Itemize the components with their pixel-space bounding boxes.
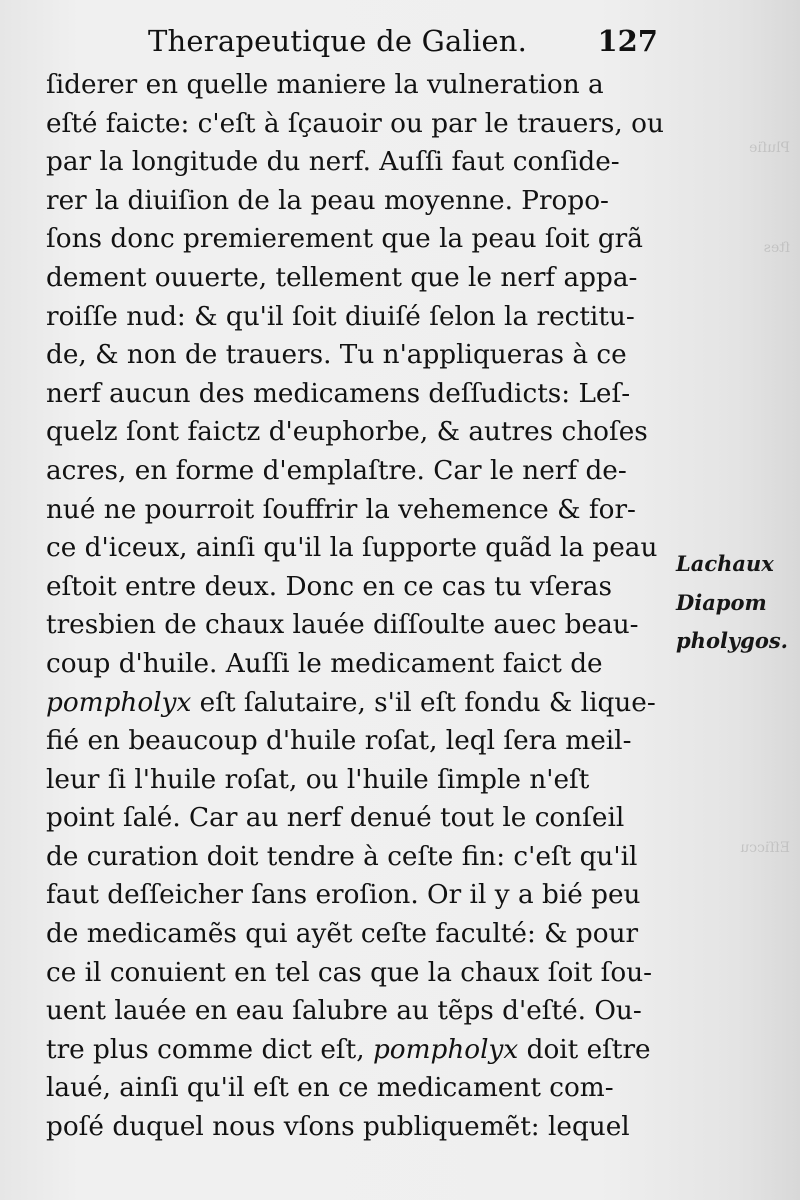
margin-note: Lachaux: [676, 551, 774, 576]
text-line: tresbien de chaux lauée diſſoulte auec beau-: [46, 610, 639, 641]
margin-notes: [676, 545, 794, 661]
text-line: roiſſe nud: & qu'il ſoit diuiſé ſelon la rectitu-: [46, 301, 635, 332]
pompholyx-term: pompholyx: [46, 687, 192, 718]
text-line: [46, 1031, 668, 1070]
text-line: dement ouuerte, tellement que le nerf appa-: [46, 262, 638, 293]
text-line: leur ſi l'huile roſat, ou l'huile ſimple n'eſt: [46, 764, 590, 795]
text-line: nué ne pourroit ſouffrir la vehemence & for-: [46, 494, 636, 525]
text-line: de curation doit tendre à ceſte fin: c'eſt qu'il: [46, 841, 638, 872]
text-line: laué, ainſi qu'il eſt en ce medicament com-: [46, 1073, 614, 1104]
text-line: poſé duquel nous vſons publiquemẽt: lequel: [46, 1112, 630, 1143]
text-line: faut deſſeicher ſans eroſion. Or il y a bié peu: [46, 880, 641, 911]
text-line: rer la diuiſion de la peau moyenne. Propo-: [46, 185, 609, 216]
bleed-through-text: ſtes: [763, 240, 790, 256]
text-line: [46, 684, 668, 723]
text-line: point ſalé. Car au nerf denué tout le conſeil: [46, 803, 625, 834]
body-text: [46, 66, 668, 1147]
text-line: ce il conuient en tel cas que la chaux ſoit ſou-: [46, 957, 653, 988]
text-line: fié en beaucoup d'huile roſat, leql ſera meil-: [46, 726, 632, 757]
text-line: ce d'iceux, ainſi qu'il la ſupporte quãd la peau: [46, 533, 658, 564]
margin-note: Diapom: [676, 589, 767, 615]
text-line: de, & non de trauers. Tu n'appliqueras à ce: [46, 340, 627, 371]
text-line-rest: eſt ſalutaire, s'il eſt fondu & lique-: [191, 687, 656, 718]
text-line: eſté faicte: c'eſt à ſçauoir ou par le trauers, ou: [46, 108, 664, 139]
text-line: eſtoit entre deux. Donc en ce cas tu vſeras: [46, 571, 612, 602]
running-head: [148, 24, 658, 60]
text-line: par la longitude du nerf. Auſſi faut conſide-: [46, 147, 620, 178]
running-title: Therapeutique de Galien.: [148, 24, 528, 58]
text-line: nerf aucun des medicamens deſſudicts: Leſ-: [46, 378, 631, 409]
bleed-through-text: Pluſie: [749, 140, 790, 156]
text-line-post: doit eſtre: [518, 1034, 651, 1065]
text-line: ſons donc premierement que la peau ſoit grã: [46, 224, 643, 255]
text-line: coup d'huile. Auſſi le medicament faict de: [46, 648, 603, 679]
text-line: acres, en forme d'emplaſtre. Car le nerf de-: [46, 455, 627, 486]
pompholyx-term: pompholyx: [372, 1034, 519, 1065]
text-line: de medicamẽs qui ayẽt ceſte faculté: & pour: [46, 919, 639, 950]
text-line: quelz ſont faictz d'euphorbe, & autres choſes: [46, 417, 648, 448]
margin-note: pholygos.: [676, 628, 788, 654]
text-line-pre: tre plus comme dict eſt,: [46, 1034, 373, 1065]
bleed-through-text: Eſſiccu: [740, 840, 790, 856]
page-number: 127: [597, 24, 658, 58]
text-line: uent lauée en eau ſalubre au tẽps d'eſté. Ou-: [46, 996, 642, 1027]
text-line: ſiderer en quelle maniere la vulneration a: [46, 70, 604, 100]
